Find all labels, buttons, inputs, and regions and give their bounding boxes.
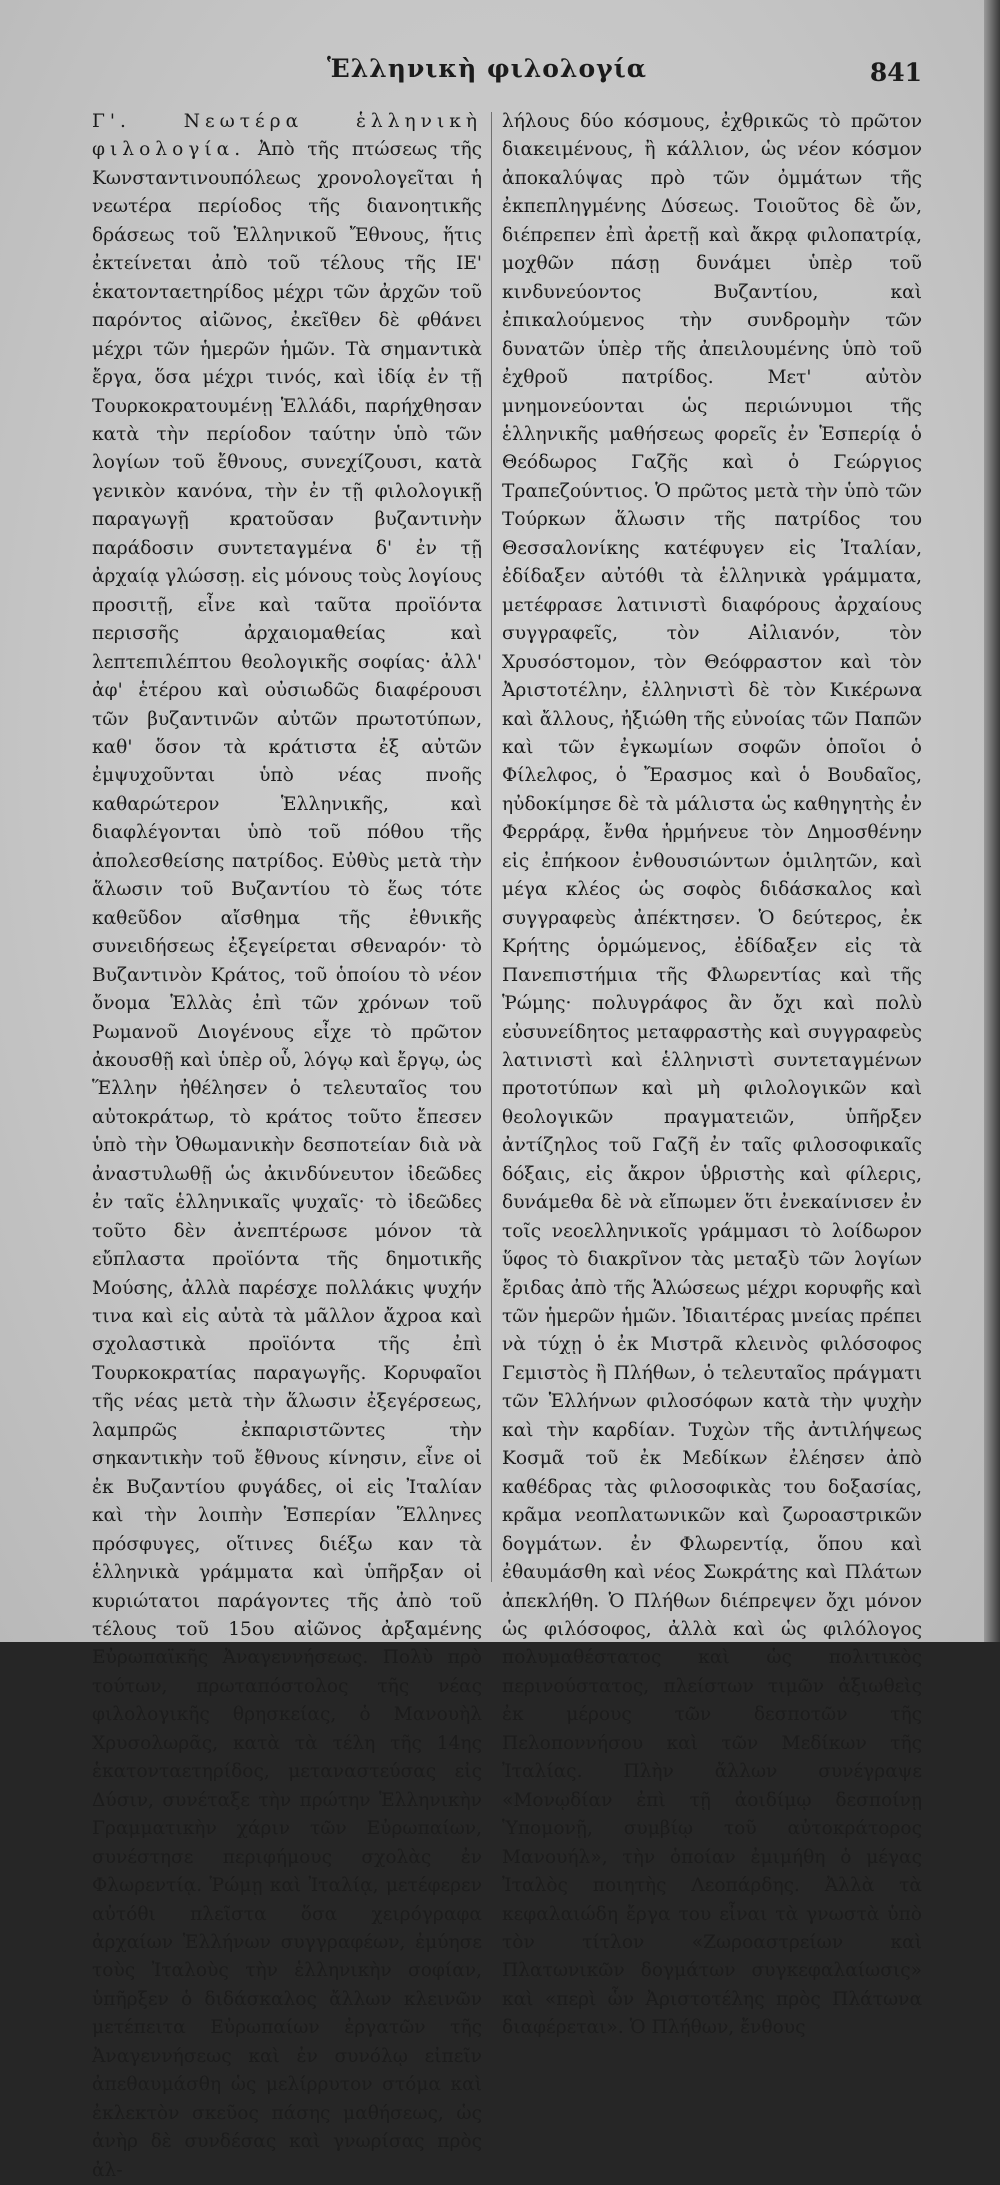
left-column-text: Ἀπὸ τῆς πτώσεως τῆς Κωνσταντινουπόλεως χρονολογεῖται ἡ νεωτέρα περίοδος τῆς διανοητικῆς δράσεως τοῦ Ἑλληνικοῦ Ἔθνους, ἥτις ἐκτείνεται ἀπὸ τοῦ τέλους τῆς ΙΕ' ἑκατονταετηρίδος μέχρι τῶν ἀρχῶν τοῦ παρόντος αἰῶνος, ἐκεῖθεν δὲ φθάνει μέχρι τῶν ἡμερῶν ἡμῶν. Τὰ σημαντικὰ ἔργα, ὅσα μέχρι τινός, καὶ ἰδίᾳ ἐν τῇ Τουρκοκρατουμένῃ Ἑλλάδι, παρήχθησαν κατὰ τὴν περίοδον ταύτην ὑπὸ τῶν λογίων τοῦ ἔθνους, συνεχίζουσι, κατὰ γενικὸν κανόνα, τὴν ἐν τῇ φιλολογικῇ παραγωγῇ κρατοῦσαν βυζαντινὴν παράδοσιν συντεταγμένα δ' ἐν τῇ ἀρχαίᾳ γλώσσῃ. εἰς μόνους τοὺς λογίους προσιτῇ, εἶνε καὶ ταῦτα προϊόντα περισσῆς ἀρχαιομαθείας καὶ λεπτεπιλέπτου θεολογικῆς σοφίας· ἀλλ' ἀφ' ἑτέρου καὶ οὐσιωδῶς διαφέρουσι τῶν βυζαντινῶν αὐτῶν πρωτοτύπων, καθ' ὅσον τὰ κράτιστα ἐξ αὐτῶν ἐμψυχοῦνται ὑπὸ νέας πνοῆς καθαρώτερον Ἑλληνικῆς, καὶ διαφλέγονται ὑπὸ τοῦ πόθου τῆς ἀπολεσθείσης πατρίδος. Εὐθὺς μετὰ τὴν ἅλωσιν τοῦ Βυζαντίου τὸ ἕως τότε καθεῦδον αἴσθημα τῆς ἐθνικῆς συνειδήσεως ἐξεγείρεται σθεναρόν· τὸ Βυζαντινὸν Κράτος, τοῦ ὁποίου τὸ νέον ὄνομα Ἑλλὰς ἐπὶ τῶν χρόνων τοῦ Ρωμανοῦ Διογένους εἶχε τὸ πρῶτον ἀκουσθῇ καὶ ὑπὲρ οὗ, λόγῳ καὶ ἔργῳ, ὡς Ἕλλην ἠθέλησεν ὁ τελευταῖος του αὐτοκράτωρ, τὸ κράτος τοῦτο ἔπεσεν ὑπὸ τὴν Ὀθωμανικὴν δεσποτείαν διὰ νὰ ἀναστυλωθῇ ὡς ἀκινδύνευτον ἰδεῶδες ἐν ταῖς ἑλληνικαῖς ψυχαῖς· τὸ ἰδεῶδες τοῦτο δὲν ἀνεπτέρωσε μόνον τὰ εὔπλαστα προϊόντα τῆς δημοτικῆς Μούσης, ἀλλὰ παρέσχε πολλάκις ψυχήν τινα καὶ εἰς αὐτὰ τὰ μᾶλλον ἄχροα καὶ σχολαστικὰ προϊόντα τῆς ἐπὶ Τουρκοκρατίας παραγωγῆς. Κορυφαῖοι τῆς νέας μετὰ τὴν ἅλωσιν ἐξεγέρσεως, λαμπρῶς ἐκπαριστῶντες τὴν σηκαντικὴν τοῦ ἔθνους κίνησιν, εἶνε οἱ ἐκ Βυζαντίου φυγάδες, οἱ εἰς Ἰταλίαν καὶ τὴν λοιπὴν Ἑσπερίαν Ἕλληνες πρόσφυγες, οἵτινες διέξω καν τὰ ἑλληνικὰ γράμματα καὶ ὑπῆρξαν οἱ κυριώτατοι παράγοντες τῆς ἀπὸ τοῦ τέλους τοῦ 15ου αἰῶνος ἀρξαμένης Εὐρωπαϊκῆς Ἀναγεννήσεως. Πολὺ πρὸ τούτων, πρωταπόστολος τῆς νέας φιλολογικῆς θρησκείας, ὁ Μανουὴλ Χρυσολωρᾶς, κατὰ τὰ τέλη τῆς 14ης ἑκατονταετηρίδος, μεταναστεύσας εἰς Δύσιν, συνέταξε τὴν πρώτην Ἑλληνικὴν Γραμματικὴν χάριν τῶν Εὐρωπαίων, συνέστησε περιφήμους σχολὰς ἐν Φλωρεντίᾳ. Ῥώμῃ καὶ Ἰταλίᾳ, μετέφερεν αὐτόθι πλεῖστα ὅσα χειρόγραφα ἀρχαίων Ἑλλήνων συγγραφέων, ἐμύησε τοὺς Ἰταλοὺς τὴν ἑλληνικὴν σοφίαν, ὑπῆρξεν ὁ διδάσκαλος ἄλλων κλεινῶν μετέπειτα Εὐρωπαίων ἐργατῶν τῆς Ἀναγεννήσεως καὶ ἐν συνόλῳ εἰπεῖν ἀπεθαυμάσθη ὡς μελίρρυτον στόμα καὶ ἐκλεκτὸν σκεῦος πάσης μαθήσεως, ὡς ἀνὴρ δὲ συνδέσας καὶ γνωρίσας πρὸς ἀλ-: [92, 139, 482, 2181]
left-column: [92, 108, 482, 2181]
page-header: [92, 48, 922, 96]
page-edge-shadow: [984, 0, 1000, 1642]
running-title: Ἑλληνικὴ φιλολογία: [327, 54, 647, 83]
column-divider: [491, 112, 492, 1582]
page-number: 841: [869, 58, 922, 87]
right-column-text: λήλους δύο κόσμους, ἐχθρικῶς τὸ πρῶτον διακειμένους, ἢ κάλλιον, ὡς νέον κόσμον ἀποκαλύψας πρὸ τῶν ὀμμάτων τῆς ἐκπεπληγμένης Δύσεως. Τοιοῦτος δὲ ὤν, διέπρεπεν ἐπὶ ἀρετῇ καὶ ἄκρᾳ φιλοπατρίᾳ, μοχθῶν πάσῃ δυνάμει ὑπὲρ τοῦ κινδυνεύοντος Βυζαντίου, καὶ ἐπικαλούμενος τὴν συνδρομὴν τῶν δυνατῶν ὑπὲρ τῆς ἀπειλουμένης ὑπὸ τοῦ ἐχθροῦ πατρίδος. Μετ' αὐτὸν μνημονεύονται ὡς περιώνυμοι τῆς ἑλληνικῆς μαθήσεως φορεῖς ἐν Ἑσπερίᾳ ὁ Θεόδωρος Γαζῆς καὶ ὁ Γεώργιος Τραπεζούντιος. Ὁ πρῶτος μετὰ τὴν ὑπὸ τῶν Τούρκων ἅλωσιν τῆς πατρίδος του Θεσσαλονίκης κατέφυγεν εἰς Ἰταλίαν, ἐδίδαξεν αὐτόθι τὰ ἑλληνικὰ γράμματα, μετέφρασε λατινιστὶ διαφόρους ἀρχαίους συγγραφεῖς, τὸν Αἰλιανόν, τὸν Χρυσόστομον, τὸν Θεόφραστον καὶ τὸν Ἀριστοτέλην, ἐλληνιστὶ δὲ τὸν Κικέρωνα καὶ ἄλλους, ἠξιώθη τῆς εὐνοίας τῶν Παπῶν καὶ τῶν ἐγκωμίων σοφῶν ὁποῖοι ὁ Φίλελφος, ὁ Ἔρασμος καὶ ὁ Βουδαῖος, ηὐδοκίμησε δὲ τὰ μάλιστα ὡς καθηγητὴς ἐν Φερράρᾳ, ἔνθα ἡρμήνευε τὸν Δημοσθένην εἰς ἐπήκοον ἐνθουσιώντων ὁμιλητῶν, καὶ μέγα κλέος ὡς σοφὸς διδάσκαλος καὶ συγγραφεὺς ἀπέκτησεν. Ὁ δεύτερος, ἐκ Κρήτης ὁρμώμενος, ἐδίδαξεν εἰς τὰ Πανεπιστήμια τῆς Φλωρεντίας καὶ τῆς Ῥώμης· πολυγράφος ἂν ὄχι καὶ πολὺ εὐσυνείδητος μεταφραστὴς καὶ συγγραφεὺς λατινιστὶ καὶ ἑλληνιστὶ συντεταγμένων προτοτύπων καὶ μὴ φιλολογικῶν καὶ θεολογικῶν πραγματειῶν, ὑπῆρξεν ἀντίζηλος τοῦ Γαζῆ ἐν ταῖς φιλοσοφικαῖς δόξαις, εἰς ἄκρον ὑβριστὴς καὶ φίλερις, δυνάμεθα δὲ νὰ εἴπωμεν ὅτι ἐνεκαίνισεν ἐν τοῖς νεοελληνικοῖς γράμμασι τὸ λοίδωρον ὕφος τὸ διακρῖνον τὰς μεταξὺ τῶν λογίων ἔριδας ἀπὸ τῆς Ἁλώσεως μέχρι κορυφῆς καὶ τῶν ἡμερῶν ἡμῶν. Ἰδιαιτέρας μνείας πρέπει νὰ τύχῃ ὁ ἐκ Μιστρᾶ κλεινὸς φιλόσοφος Γεμιστὸς ἢ Πλήθων, ὁ τελευταῖος πράγματι τῶν Ἑλλήνων φιλοσόφων κατὰ τὴν ψυχὴν καὶ τὴν καρδίαν. Τυχὼν τῆς ἀντιλήψεως Κοσμᾶ τοῦ ἐκ Μεδίκων ἐλέησεν ἀπὸ καθέδρας τὰς φιλοσοφικὰς του δοξασίας, κρᾶμα νεοπλατωνικῶν καὶ ζωροαστρικῶν δογμάτων. ἐν Φλωρεντίᾳ, ὅπου καὶ ἐθαυμάσθη καὶ νέος Σωκράτης καὶ Πλάτων ἀπεκλήθη. Ὁ Πλήθων διέπρεψεν ὄχι μόνον ὡς φιλόσοφος, ἀλλὰ καὶ ὡς φιλόλογος πολυμαθέστατος καὶ ὡς πολιτικὸς περινούστατος, πλείστων τιμῶν ἀξιωθεὶς ἐκ μέρους τῶν δεσποτῶν τῆς Πελοποννήσου καὶ τῶν Μεδίκων τῆς Ἰταλίας. Πλὴν ἄλλων συνέγραψε «Μονῳδίαν ἐπὶ τῇ ἀοιδίμῳ δεσποίνῃ Ὑπομονῇ, συμβίῳ τοῦ αὐτοκράτορος Μανουήλ», τὴν ὁποίαν ἐμιμήθη ὁ μέγας Ἰταλὸς ποιητὴς Λεοπάρδης. Ἀλλὰ τὰ κεφαλαιώδη ἔργα του εἶναι τὰ γνωστὰ ὑπὸ τὸν τίτλον «Ζωροαστρείων καὶ Πλατωνικῶν δογμάτων συγκεφαλαίωσις» καὶ «περὶ ὧν Ἀριστοτέλης πρὸς Πλάτωνα διαφέρεται». Ὁ Πλήθων, ἔνθους: [502, 111, 922, 2039]
right-column: [502, 108, 922, 2039]
section-label: Γ'. Νεωτέρα ἑλληνικὴ φιλολογία.: [92, 111, 482, 161]
